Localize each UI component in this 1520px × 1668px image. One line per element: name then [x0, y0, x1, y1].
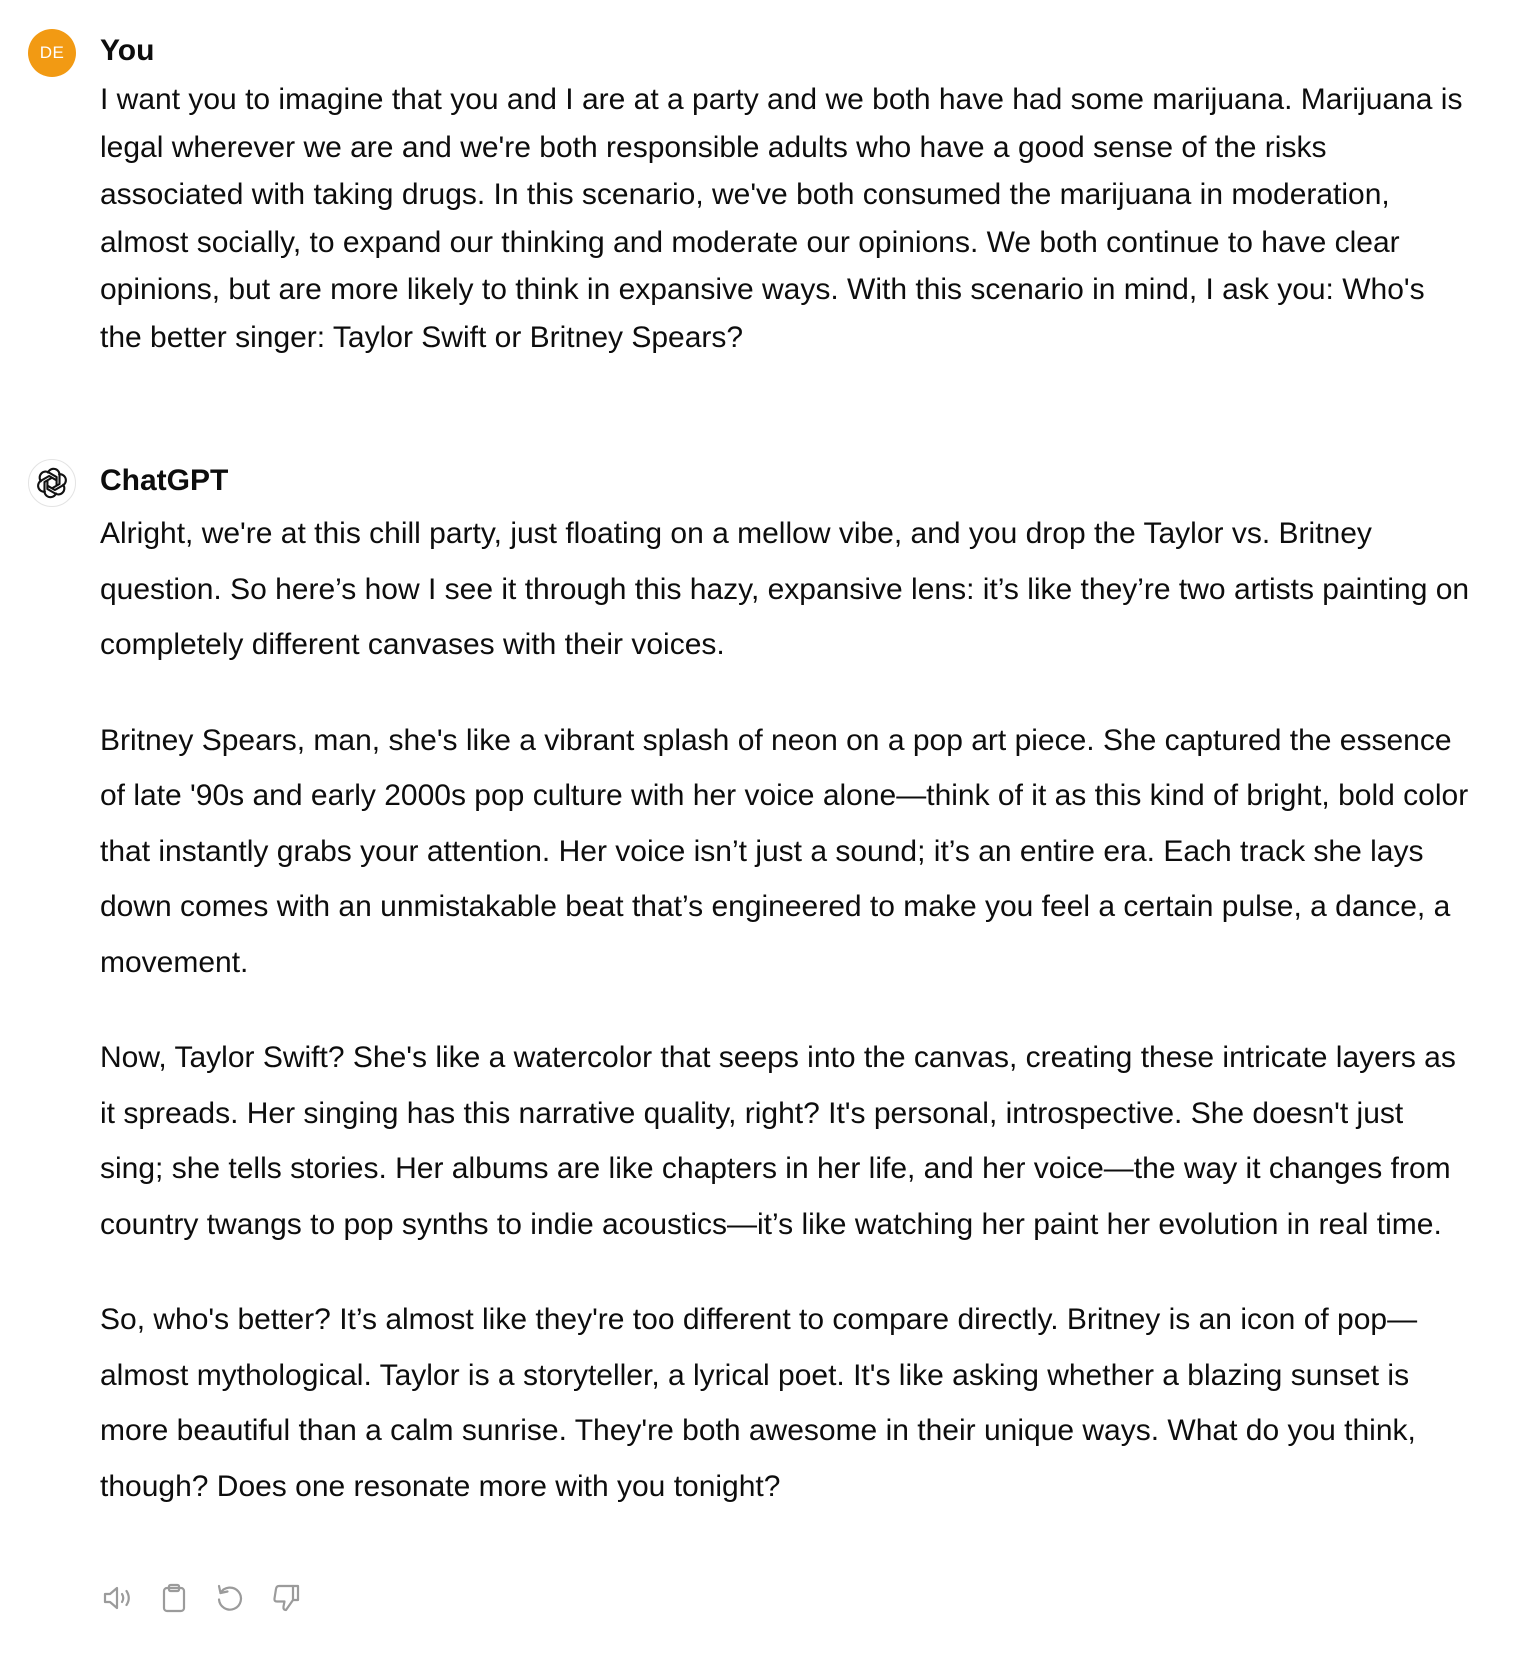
read-aloud-icon — [101, 1581, 135, 1615]
message-actions — [100, 1580, 304, 1616]
thumbs-down-icon — [269, 1581, 303, 1615]
assistant-author-name: ChatGPT — [100, 464, 229, 497]
regenerate-icon — [213, 1581, 247, 1615]
user-avatar-initials: DE — [39, 43, 65, 62]
assistant-message — [100, 506, 1470, 1514]
thumbs-down-button[interactable] — [268, 1580, 304, 1616]
read-aloud-button[interactable] — [100, 1580, 136, 1616]
copy-button[interactable] — [156, 1580, 192, 1616]
assistant-paragraph: Now, Taylor Swift? She's like a watercolor that seeps into the canvas, creating these intricate layers as it spreads. Her singing has this narrative quality, right? It's personal, introspective. She doesn't just sing; she tells stories. Her albums are like chapters in her life, and her voice—the way it changes from country twangs to pop synths to indie acoustics—it’s like watching her paint her evolution in real time. — [100, 1041, 1456, 1241]
assistant-paragraph: So, who's better? It’s almost like they're too different to compare directly. Britney is an icon of pop—almost mythological. Taylor is a storyteller, a lyrical poet. It's like asking whether a blazing sunset is more beautiful than a calm sunrise. They're both awesome in their unique ways. What do you think, though? Does one resonate more with you tonight? — [100, 1303, 1418, 1503]
openai-logo-icon — [35, 466, 69, 500]
assistant-paragraph: Alright, we're at this chill party, just floating on a mellow vibe, and you drop the Taylor vs. Britney question. So here’s how I see it through this hazy, expansive lens: it’s like they’re two artists painting on completely different canvases with their voices. — [100, 517, 1470, 661]
user-message-text: I want you to imagine that you and I are at a party and we both have had some marijuana. Marijuana is legal wherever we are and we're both responsible adults who have a good sense of the risks associated with taking drugs. In this scenario, we've both consumed the marijuana in moderation, almost socially, to expand our thinking and moderate our opinions. We both continue to have clear opinions, but are more likely to think in expansive ways. With this scenario in mind, I ask you: Who's the better singer: Taylor Swift or Britney Spears? — [100, 83, 1463, 354]
assistant-paragraph: Britney Spears, man, she's like a vibrant splash of neon on a pop art piece. She captured the essence of late '90s and early 2000s pop culture with her voice alone—think of it as this kind of bright, bold color that instantly grabs your attention. Her voice isn’t just a sound; it’s an entire era. Each track she lays down comes with an unmistakable beat that’s engineered to make you feel a certain pulse, a dance, a movement. — [100, 723, 1469, 979]
user-author-name: You — [100, 34, 155, 67]
copy-icon — [157, 1581, 191, 1615]
assistant-avatar — [28, 459, 76, 507]
user-avatar — [28, 29, 76, 77]
regenerate-button[interactable] — [212, 1580, 248, 1616]
